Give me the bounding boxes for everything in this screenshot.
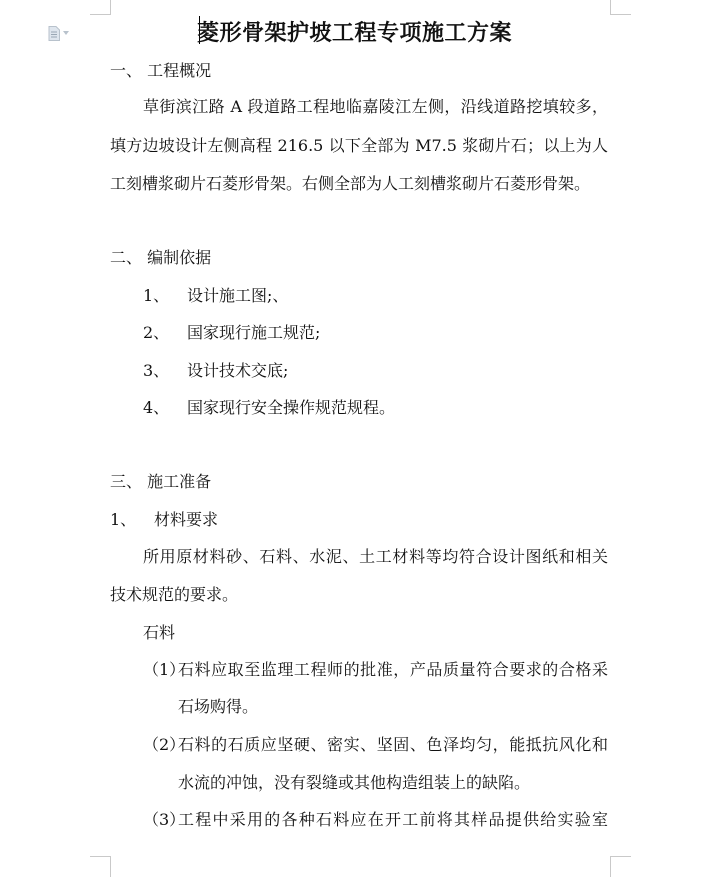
list-item-number: 3、	[143, 361, 170, 380]
page-corner-top-right	[610, 0, 631, 15]
paragraph-line[interactable]: 所用原材料砂、石料、水泥、土工材料等均符合设计图纸和相关	[143, 547, 608, 566]
list-item[interactable]: 国家现行施工规范;	[187, 323, 321, 342]
list-item-continuation[interactable]: 水流的冲蚀，没有裂缝或其他构造组装上的缺陷。	[178, 773, 531, 792]
paragraph-line[interactable]: 技术规范的要求。	[110, 585, 239, 604]
list-item-continuation[interactable]: 石场购得。	[178, 697, 259, 716]
list-item-number: （1）	[143, 660, 186, 679]
page-corner-bottom-right	[610, 856, 631, 877]
list-item[interactable]: 石料应取至监理工程师的批准，产品质量符合要求的合格采	[178, 660, 608, 679]
list-item[interactable]: 石料的石质应坚硬、密实、坚固、色泽均匀，能抵抗风化和	[178, 735, 608, 754]
page-corner-bottom-left	[90, 856, 111, 877]
subsection-number: 1、	[110, 510, 137, 529]
paragraph-line[interactable]: 草街滨江路 A 段道路工程地临嘉陵江左侧，沿线道路挖填较多，	[143, 97, 608, 116]
list-item-number: （3）	[143, 810, 186, 829]
page-corner-top-left	[90, 0, 111, 15]
list-item[interactable]: 设计施工图;、	[187, 286, 289, 305]
list-item-number: 2、	[143, 323, 170, 342]
paragraph-line[interactable]: 填方边坡设计左侧高程 216.5 以下全部为 M7.5 浆砌片石；以上为人	[110, 136, 608, 155]
paragraph-line[interactable]: 工刻槽浆砌片石菱形骨架。右侧全部为人工刻槽浆砌片石菱形骨架。	[110, 174, 591, 193]
section-heading-basis[interactable]: 二、 编制依据	[110, 248, 212, 267]
subsection-heading-materials[interactable]: 材料要求	[154, 510, 219, 529]
section-heading-overview[interactable]: 一、 工程概况	[110, 61, 212, 80]
stone-label[interactable]: 石料	[143, 623, 176, 642]
list-item[interactable]: 工程中采用的各种石料应在开工前将其样品提供给实验室	[178, 810, 608, 829]
list-item[interactable]: 国家现行安全操作规范规程。	[187, 398, 396, 417]
section-heading-preparation[interactable]: 三、 施工准备	[110, 472, 212, 491]
list-item-number: （2）	[143, 735, 186, 754]
document-title[interactable]: 菱形骨架护坡工程专项施工方案	[196, 20, 512, 46]
list-item-number: 4、	[143, 398, 170, 417]
list-item-number: 1、	[143, 286, 170, 305]
list-item[interactable]: 设计技术交底;	[187, 361, 289, 380]
